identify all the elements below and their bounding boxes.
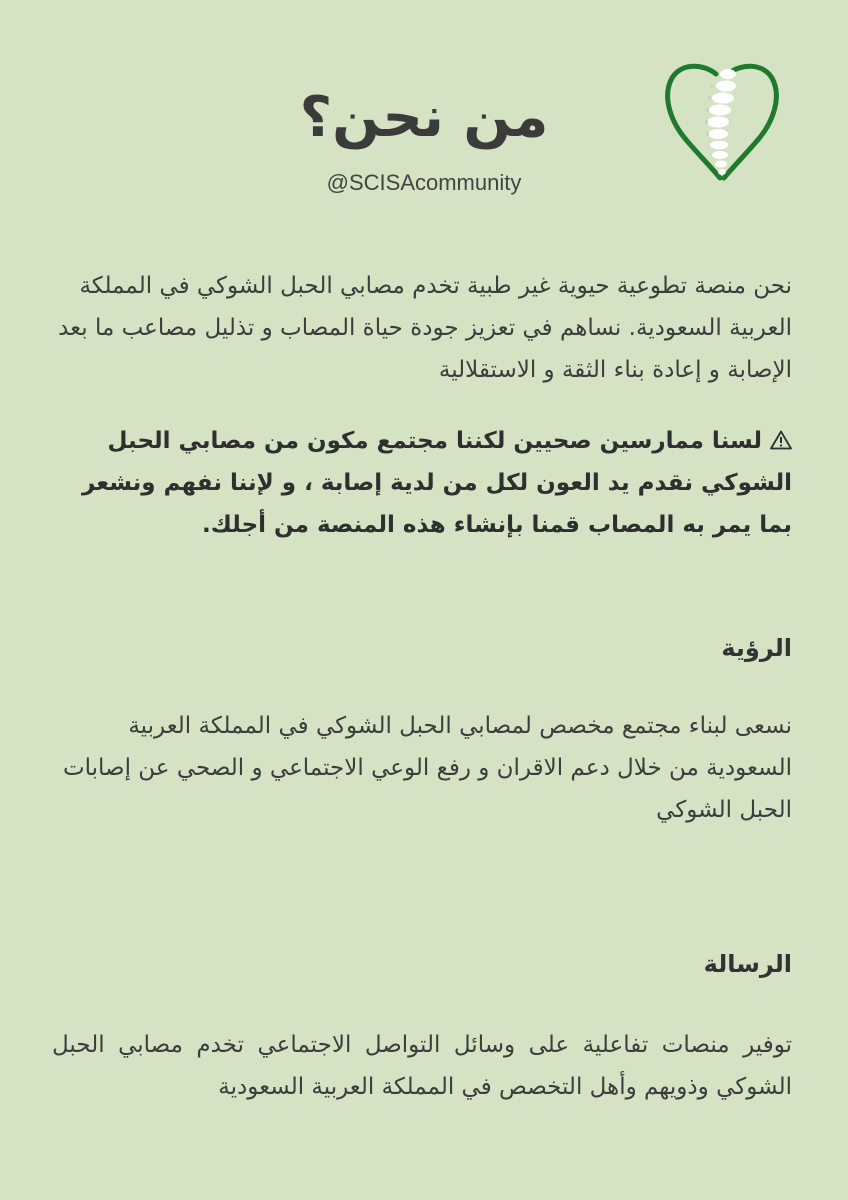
disclaimer-text: لسنا ممارسين صحيين لكننا مجتمع مكون من مصابي الحبل الشوكي نقدم يد العون لكل من لدية إصابة ، و لإننا نفهم ونشعر بما يمر به المصاب قمنا بإنشاء هذه المنصة من أجلك. xyxy=(81,428,792,538)
vision-heading: الرؤية xyxy=(721,634,792,662)
warning-icon xyxy=(770,420,792,462)
mission-paragraph: توفير منصات تفاعلية على وسائل التواصل الاجتماعي تخدم مصابي الحبل الشوكي وذويهم وأهل التخصص في المملكة العربية السعودية xyxy=(52,1032,792,1100)
page-title: من نحن؟ xyxy=(299,85,549,150)
vision-paragraph: نسعى لبناء مجتمع مخصص لمصابي الحبل الشوكي في المملكة العربية السعودية من خلال دعم الاقران و رفع الوعي الاجتماعي و الصحي عن إصابات الحبل الشوكي xyxy=(62,713,792,823)
heart-spine-logo-icon xyxy=(664,60,780,182)
social-handle[interactable]: @SCISAcommunity xyxy=(326,170,522,195)
disclaimer-paragraph xyxy=(52,420,792,546)
mission-heading: الرسالة xyxy=(703,950,792,978)
intro-paragraph: نحن منصة تطوعية حيوية غير طبية تخدم مصابي الحبل الشوكي في المملكة العربية السعودية. نساهم في تعزيز جودة حياة المصاب و تذليل مصاعب ما بعد الإصابة و إعادة بناء الثقة و الاستقلالية xyxy=(58,273,792,383)
